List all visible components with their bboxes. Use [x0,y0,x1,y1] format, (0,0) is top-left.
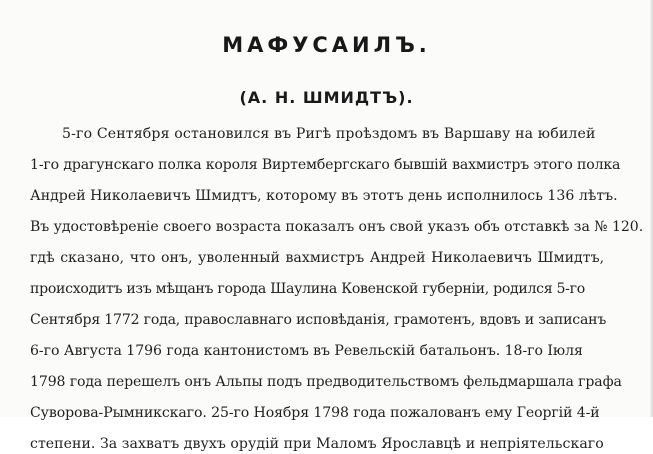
text-line: гдѣ сказано, что онъ, уволенный вахмистръ Андрей Николаевичъ Шмидтъ, [30,250,605,266]
text-line: 1-го драгунскаго полка короля Виртембергскаго бывшій вахмистръ этого полка [30,157,621,173]
author-line: (А. Н. ШМИДТЪ). [239,88,414,107]
text-line: 6-го Августа 1796 года кантонистомъ въ Ревельскій батальонъ. 18-го Іюля [30,343,583,359]
document-title: МАФУСАИЛЪ. [222,33,431,57]
text-line: Въ удостовѣреніе своего возраста показалъ онъ свой указъ объ отставкѣ за № 120. [30,219,644,235]
text-line: 1798 года перешелъ онъ Альпы подъ предводительствомъ фельдмаршала графа [30,374,622,390]
text-line: степени. За захватъ двухъ орудій при Маломъ Ярославцѣ и непріятельскаго [30,436,604,452]
text-line: Суворова-Рымникскаго. 25-го Ноября 1798 года пожалованъ ему Георгій 4-й [30,405,600,421]
text-line: Сентября 1772 года, православнаго исповѣданія, грамотенъ, вдовъ и записанъ [30,312,607,328]
text-line: 5-го Сентября остановился въ Ригѣ проѣздомъ въ Варшаву на юбилей [62,126,596,142]
text-line: происходитъ изъ мѣщанъ города Шаулина Ковенской губерніи, родился 5-го [30,281,585,297]
text-line: Андрей Николаевичъ Шмидтъ, которому въ этотъ день исполнилось 136 лѣтъ. [30,188,618,204]
